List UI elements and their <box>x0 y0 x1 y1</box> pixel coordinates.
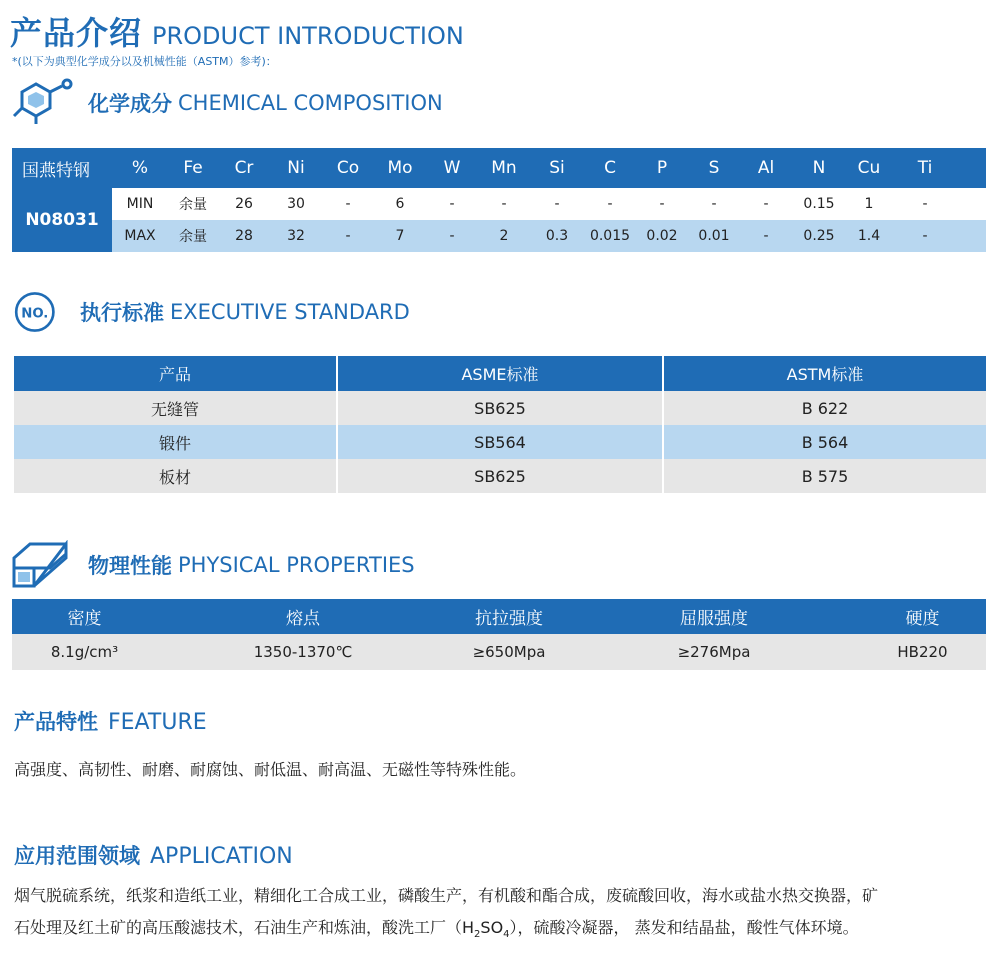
table-row <box>14 391 986 425</box>
table-cell: HB220 <box>897 643 948 661</box>
standard-title-en: EXECUTIVE STANDARD <box>170 300 410 324</box>
table-cell: 1 <box>864 196 874 212</box>
feature-text: 高强度、高韧性、耐磨、耐腐蚀、耐低温、耐高温、无磁性等特殊性能。 <box>14 760 527 779</box>
table-cell: 28 <box>235 228 253 244</box>
header-cell: Ti <box>917 158 933 178</box>
table-cell: SB625 <box>338 391 664 425</box>
header-cell: 熔点 <box>286 609 320 629</box>
header-cell: ASTM标准 <box>664 356 986 391</box>
feature-title-cn: 产品特性 <box>14 710 98 734</box>
table-cell: 0.02 <box>646 228 678 244</box>
chemical-table-header <box>12 148 986 188</box>
table-cell: 0.25 <box>803 228 835 244</box>
application-line-1: 烟气脱硫系统，纸浆和造纸工业，精细化工合成工业，磷酸生产，有机酸和酯合成，废硫酸回收，海水或盐水热交换器，矿 <box>14 886 879 905</box>
table-cell: B 622 <box>664 391 986 425</box>
header-cell: Al <box>757 158 775 178</box>
header-cell: Cr <box>234 158 254 178</box>
table-cell: 30 <box>287 196 305 212</box>
header-cell: Si <box>549 158 565 178</box>
table-cell: 无缝管 <box>14 391 338 425</box>
table-cell: 1.4 <box>857 228 881 244</box>
subscript-4: 4 <box>503 929 510 941</box>
header-cell: S <box>708 158 720 178</box>
application-text <box>14 880 986 951</box>
table-cell: MAX <box>124 228 156 244</box>
application-title-cn: 应用范围领域 <box>14 844 140 868</box>
application-line-2-part-a: 石处理及红土矿的高压酸滤技术，石油生产和炼油，酸洗工厂（H <box>14 918 475 937</box>
table-cell: 0.3 <box>545 228 569 244</box>
table-cell: ≥650Mpa <box>472 643 546 661</box>
table-row-min <box>112 188 986 220</box>
table-cell: - <box>449 196 455 212</box>
header-cell: Co <box>336 158 360 178</box>
number-badge-icon <box>10 287 72 337</box>
header-cell: Mo <box>387 158 413 178</box>
table-cell: - <box>449 228 455 244</box>
chemical-table <box>12 148 986 252</box>
page-title-en: PRODUCT INTRODUCTION <box>152 22 464 50</box>
header-cell: 硬度 <box>905 609 940 629</box>
table-cell: MIN <box>126 196 154 212</box>
header-cell: % <box>131 158 149 178</box>
reference-note: *(以下为典型化学成分以及机械性能（ASTM）参考)： <box>12 55 277 68</box>
table-cell: - <box>711 196 717 212</box>
table-cell: SB625 <box>338 459 664 493</box>
table-cell: B 564 <box>664 425 986 459</box>
table-cell: 2 <box>499 228 509 244</box>
table-cell: - <box>763 196 769 212</box>
header-cell: W <box>443 158 461 178</box>
feature-title-en: FEATURE <box>108 710 207 735</box>
table-cell: 余量 <box>179 197 207 213</box>
standard-table-header <box>14 356 986 391</box>
header-cell: Ni <box>287 158 305 178</box>
physical-title-cn: 物理性能 <box>88 554 172 578</box>
header-cell: Mn <box>491 158 517 178</box>
table-cell: ≥276Mpa <box>677 643 751 661</box>
standard-table <box>14 356 986 493</box>
physical-title-en: PHYSICAL PROPERTIES <box>178 553 415 577</box>
application-title-en: APPLICATION <box>150 844 293 869</box>
table-cell: 锻件 <box>14 425 338 459</box>
header-brand: 国燕特钢 <box>22 160 90 181</box>
header-cell: ASME标准 <box>338 356 664 391</box>
physical-table-header <box>12 599 986 634</box>
grade-label: N08031 <box>12 188 112 252</box>
table-cell: - <box>501 196 507 212</box>
application-line-2-part-c: ），硫酸冷凝器， 蒸发和结晶盐，酸性气体环境。 <box>509 918 859 937</box>
page-title-cn: 产品介绍 <box>10 14 143 52</box>
table-cell: - <box>763 228 769 244</box>
table-cell: 32 <box>287 228 305 244</box>
table-cell: - <box>554 196 560 212</box>
table-row <box>14 425 986 459</box>
table-cell: - <box>345 228 351 244</box>
header-cell: 抗拉强度 <box>475 609 543 629</box>
standard-section-heading <box>10 287 410 337</box>
subscript-2: 2 <box>474 929 481 941</box>
table-cell: B 575 <box>664 459 986 493</box>
application-line-2 <box>14 912 986 951</box>
physical-table <box>12 599 986 670</box>
table-cell: - <box>922 196 928 212</box>
header-cell: 密度 <box>67 609 102 629</box>
table-cell: 26 <box>235 196 253 212</box>
header-cell: 产品 <box>14 356 338 391</box>
table-cell: - <box>607 196 613 212</box>
chemical-table-body <box>12 188 986 252</box>
molecule-icon <box>10 78 80 128</box>
page-header <box>10 8 464 52</box>
header-cell: 屈服强度 <box>680 609 748 629</box>
table-cell: 0.01 <box>698 228 730 244</box>
table-cell: - <box>922 228 928 244</box>
table-cell: 0.015 <box>589 228 631 244</box>
feature-section-heading <box>14 706 207 736</box>
table-cell: - <box>345 196 351 212</box>
physical-section-heading <box>10 540 415 590</box>
table-cell: 板材 <box>14 459 338 493</box>
table-cell: 8.1g/cm³ <box>50 643 119 661</box>
application-line-2-part-b: SO <box>480 918 504 937</box>
header-cell: C <box>604 158 616 178</box>
chemical-title-cn: 化学成分 <box>88 92 172 116</box>
table-cell: SB564 <box>338 425 664 459</box>
chemical-title-en: CHEMICAL COMPOSITION <box>178 91 443 115</box>
profile-bar-icon <box>10 540 80 590</box>
standard-title-cn: 执行标准 <box>80 301 164 325</box>
table-cell: - <box>659 196 665 212</box>
table-row-max <box>112 220 986 252</box>
table-cell: 7 <box>395 228 405 244</box>
application-section-heading <box>14 840 293 870</box>
chemical-section-heading <box>10 78 443 128</box>
number-badge-text: NO. <box>21 306 49 322</box>
header-cell: Fe <box>183 158 203 178</box>
table-row <box>12 634 986 670</box>
header-cell: N <box>812 158 826 178</box>
table-cell: 6 <box>395 196 405 212</box>
header-cell: Cu <box>857 158 881 178</box>
table-cell: 余量 <box>179 229 207 245</box>
header-cell: P <box>656 158 668 178</box>
table-cell: 1350-1370℃ <box>253 643 353 661</box>
table-cell: 0.15 <box>803 196 835 212</box>
table-row <box>14 459 986 493</box>
